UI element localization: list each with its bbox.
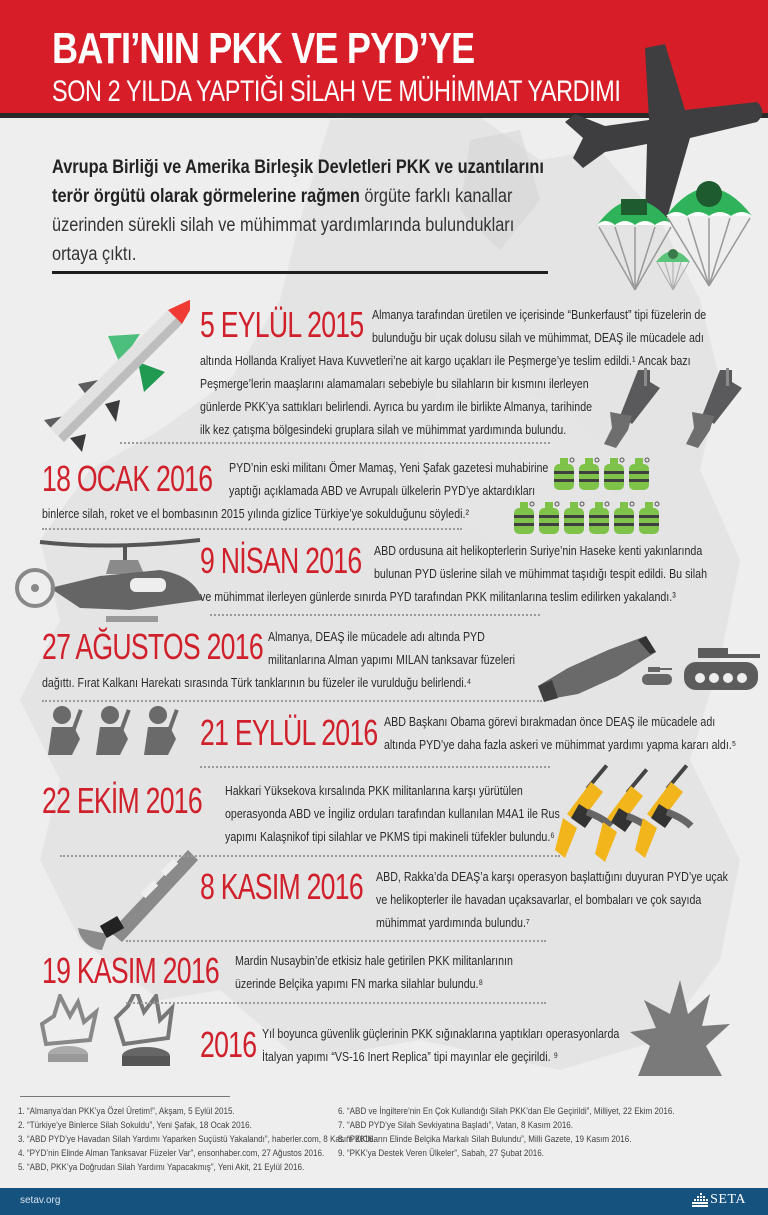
dotted-divider xyxy=(126,1002,546,1004)
seta-logo-text: SETA xyxy=(710,1192,746,1207)
timeline-date: 27 AĞUSTOS 2016 xyxy=(42,626,263,667)
footer-bar xyxy=(0,1188,768,1215)
timeline-text-line: mühimmat yardımında bulundu.⁷ xyxy=(376,915,530,930)
explosion-icon xyxy=(630,980,730,1080)
parachute-small-icon xyxy=(655,244,691,294)
timeline-date: 22 EKİM 2016 xyxy=(42,780,202,821)
timeline-text-line: İtalyan yapımı “VS-16 Inert Replica” tipi mayınlar ele geçirildi. ⁹ xyxy=(262,1049,559,1064)
timeline-text-line: ve mühimmat ilerleyen günlerde sınırda PYD tarafından PKK militanlarına teslim edilirken yakalandı.³ xyxy=(200,589,676,604)
timeline-date: 18 OCAK 2016 xyxy=(42,458,213,499)
timeline-date: 21 EYLÜL 2016 xyxy=(200,712,378,753)
intro-paragraph xyxy=(52,153,549,269)
timeline-text-line: Peşmerge’lerin maaşlarını alamamaları sebebiyle bu silahların bir kısmını ilerleyen xyxy=(200,376,589,391)
footnote: 3. “ABD PYD’ye Havadan Silah Yardımı Yaparken Suçüstü Yakalandı”, haberler.com, 8 Kasım 2016. xyxy=(18,1134,376,1145)
intro-divider xyxy=(52,271,548,274)
intro-regular-text: örgüte farklı kanallar üzerinden sürekli silah ve mühimmat yardımlarında bulundukları ortaya çıktı. xyxy=(52,186,515,265)
intro-bold-text: Avrupa Birliği ve Amerika Birleşik Devletleri PKK ve uzantılarını terör örgütü olarak görmelerine rağmen xyxy=(52,157,544,207)
timeline-text-line: yaptığı açıklamada ABD ve Avrupalı ülkelerin PYD’ye aktardıkları xyxy=(229,483,536,498)
dotted-divider xyxy=(60,855,560,857)
footnote: 9. “PKK’ya Destek Veren Ülkeler”, Sabah, 27 Şubat 2016. xyxy=(338,1148,545,1159)
timeline-text-line: yapımı Kalaşnikof tipi silahlar ve PKMS tipi makineli tüfekler bulundu.⁶ xyxy=(225,829,555,844)
timeline-text-line: bulunduğu bir uçak dolusu silah ve mühimmat, DEAŞ ile mücadele adı xyxy=(372,330,704,345)
timeline-text-line: Yıl boyunca güvenlik güçlerinin PKK sığınaklarına yaptıkları operasyonlarda xyxy=(262,1026,620,1041)
dotted-divider xyxy=(210,614,540,616)
timeline-text-line: Almanya tarafından üretilen ve içerisinde “Bunkerfaust” tipi füzelerin de xyxy=(372,307,707,322)
timeline-text-line: günlerde PKK’ya sattıkları belirlendi. Ayrıca bu yardım ile birlikte Almanya, tarihinde xyxy=(200,399,593,414)
seta-logo-icon xyxy=(692,1192,708,1208)
footnote: 8. “PKK’lıların Elinde Belçika Markalı Silah Bulundu”, Milli Gazete, 19 Kasım 2016. xyxy=(338,1134,632,1145)
helicopter-icon xyxy=(10,530,210,625)
timeline-text-line: dağıttı. Fırat Kalkanı Harekatı sırasında Türk tanklarının bu füzeler ile vurulduğu belirlendi.⁴ xyxy=(42,675,472,690)
timeline-text-line: bulunan PYD üslerine silah ve mühimmat taşıdığı tespit edildi. Bu silah xyxy=(374,566,708,581)
page-subtitle: SON 2 YILDA YAPTIĞI SİLAH VE MÜHİMMAT YARDIMI xyxy=(52,75,621,108)
website-link[interactable]: setav.org xyxy=(20,1195,61,1206)
dotted-divider xyxy=(42,528,462,530)
footnote: 1. “Almanya’dan PKK’ya Özel Üretim!”, Akşam, 5 Eylül 2015. xyxy=(18,1106,235,1117)
page-title: BATI’NIN PKK VE PYD’YE xyxy=(52,24,475,73)
timeline-text-line: üzerinde Belçika yapımı FN marka silahlar bulundu.⁸ xyxy=(235,976,484,991)
timeline-text-line: militanlarına Alman yapımı MILAN tanksavar füzeleri xyxy=(268,652,516,667)
footnote: 6. “ABD ve İngiltere’nin En Çok Kullandığı Silah PKK’dan Ele Geçirildi”, Milliyet, 22 Ekim 2016. xyxy=(338,1106,675,1117)
anti-tank-missile-icon xyxy=(538,624,658,704)
timeline-text-line: binlerce silah, roket ve el bombasının 2015 yılında gizlice Türkiye’ye sokulduğunu söyledi.² xyxy=(42,506,470,521)
timeline-text-line: Hakkari Yüksekova kırsalında PKK militanlarına karşı yürütülen xyxy=(225,783,523,798)
dotted-divider xyxy=(200,766,550,768)
footnote: 7. “ABD PYD’ye Silah Sevkiyatına Başladı”, Vatan, 8 Kasım 2016. xyxy=(338,1120,574,1131)
anti-aircraft-gun-icon xyxy=(70,850,200,960)
footnote: 2. “Türkiye’ye Binlerce Silah Sokuldu”, Yeni Şafak, 18 Ocak 2016. xyxy=(18,1120,252,1131)
tank-small-icon xyxy=(640,665,674,687)
timeline-text-line: PYD’nin eski militanı Ömer Mamaş, Yeni Şafak gazetesi muhabirine xyxy=(229,460,549,475)
dotted-divider xyxy=(42,700,542,702)
timeline-text-line: altında Hollanda Kraliyet Hava Kuvvetleri’ne ait kargo uçakları ile Peşmerge’ye teslim edildi.¹ Ancak bazı xyxy=(200,353,691,368)
timeline-text-line: ABD Başkanı Obama görevi bırakmadan önce DEAŞ ile mücadele adı xyxy=(384,714,716,729)
seta-logo xyxy=(692,1192,746,1208)
timeline-date: 8 KASIM 2016 xyxy=(200,866,363,907)
soldier-icon xyxy=(48,705,198,757)
timeline-date: 9 NİSAN 2016 xyxy=(200,540,362,581)
timeline-text-line: ve helikopterler ile havadan uçaksavarlar, el bombaları ve çok sayıda xyxy=(376,892,702,907)
timeline-text-line: Almanya, DEAŞ ile mücadele adı altında PYD xyxy=(268,629,485,644)
missile-icon xyxy=(20,292,190,452)
timeline-date: 19 KASIM 2016 xyxy=(42,950,219,991)
footnote: 4. “PYD’nin Elinde Alman Tanksavar Füzeler Var”, ensonhaber.com, 27 Ağustos 2016. xyxy=(18,1148,325,1159)
timeline-date: 5 EYLÜL 2015 xyxy=(200,304,364,345)
submachine-gun-icon xyxy=(680,368,750,448)
footnotes-divider xyxy=(20,1096,230,1097)
timeline-date: 2016 xyxy=(200,1024,257,1065)
footnote: 5. “ABD, PKK’ya Doğrudan Silah Yardımı Yapacakmış”, Yeni Akit, 21 Eylül 2016. xyxy=(18,1162,305,1173)
dotted-divider xyxy=(120,442,550,444)
timeline-text-line: ABD ordusuna ait helikopterlerin Suriye’nin Haseke kenti yakınlarında xyxy=(374,543,703,558)
timeline-text-line: ABD, Rakka’da DEAŞ’a karşı operasyon başlattığını duyuran PYD’ye uçak xyxy=(376,869,728,884)
timeline-text-line: Mardin Nusaybin’de etkisiz hale getirilen PKK militanlarının xyxy=(235,953,513,968)
submachine-gun-icon xyxy=(598,368,668,448)
timeline-text-line: altında PYD’ye daha fazla askeri ve mühimmat yardımı yapma kararı aldı.⁵ xyxy=(384,737,737,752)
timeline-text-line: operasyonda ABD ve İngiliz orduları tarafından kullanılan M4A1 ile Rus xyxy=(225,806,560,821)
dotted-divider xyxy=(126,940,546,942)
timeline-text-line: ilk kez çatışma bölgesindeki gruplara silah ve mühimmat yardımında bulundu. xyxy=(200,422,567,437)
tank-icon xyxy=(682,646,762,692)
rifle-icon xyxy=(555,762,735,862)
landmine-explosion-icon xyxy=(40,994,190,1084)
